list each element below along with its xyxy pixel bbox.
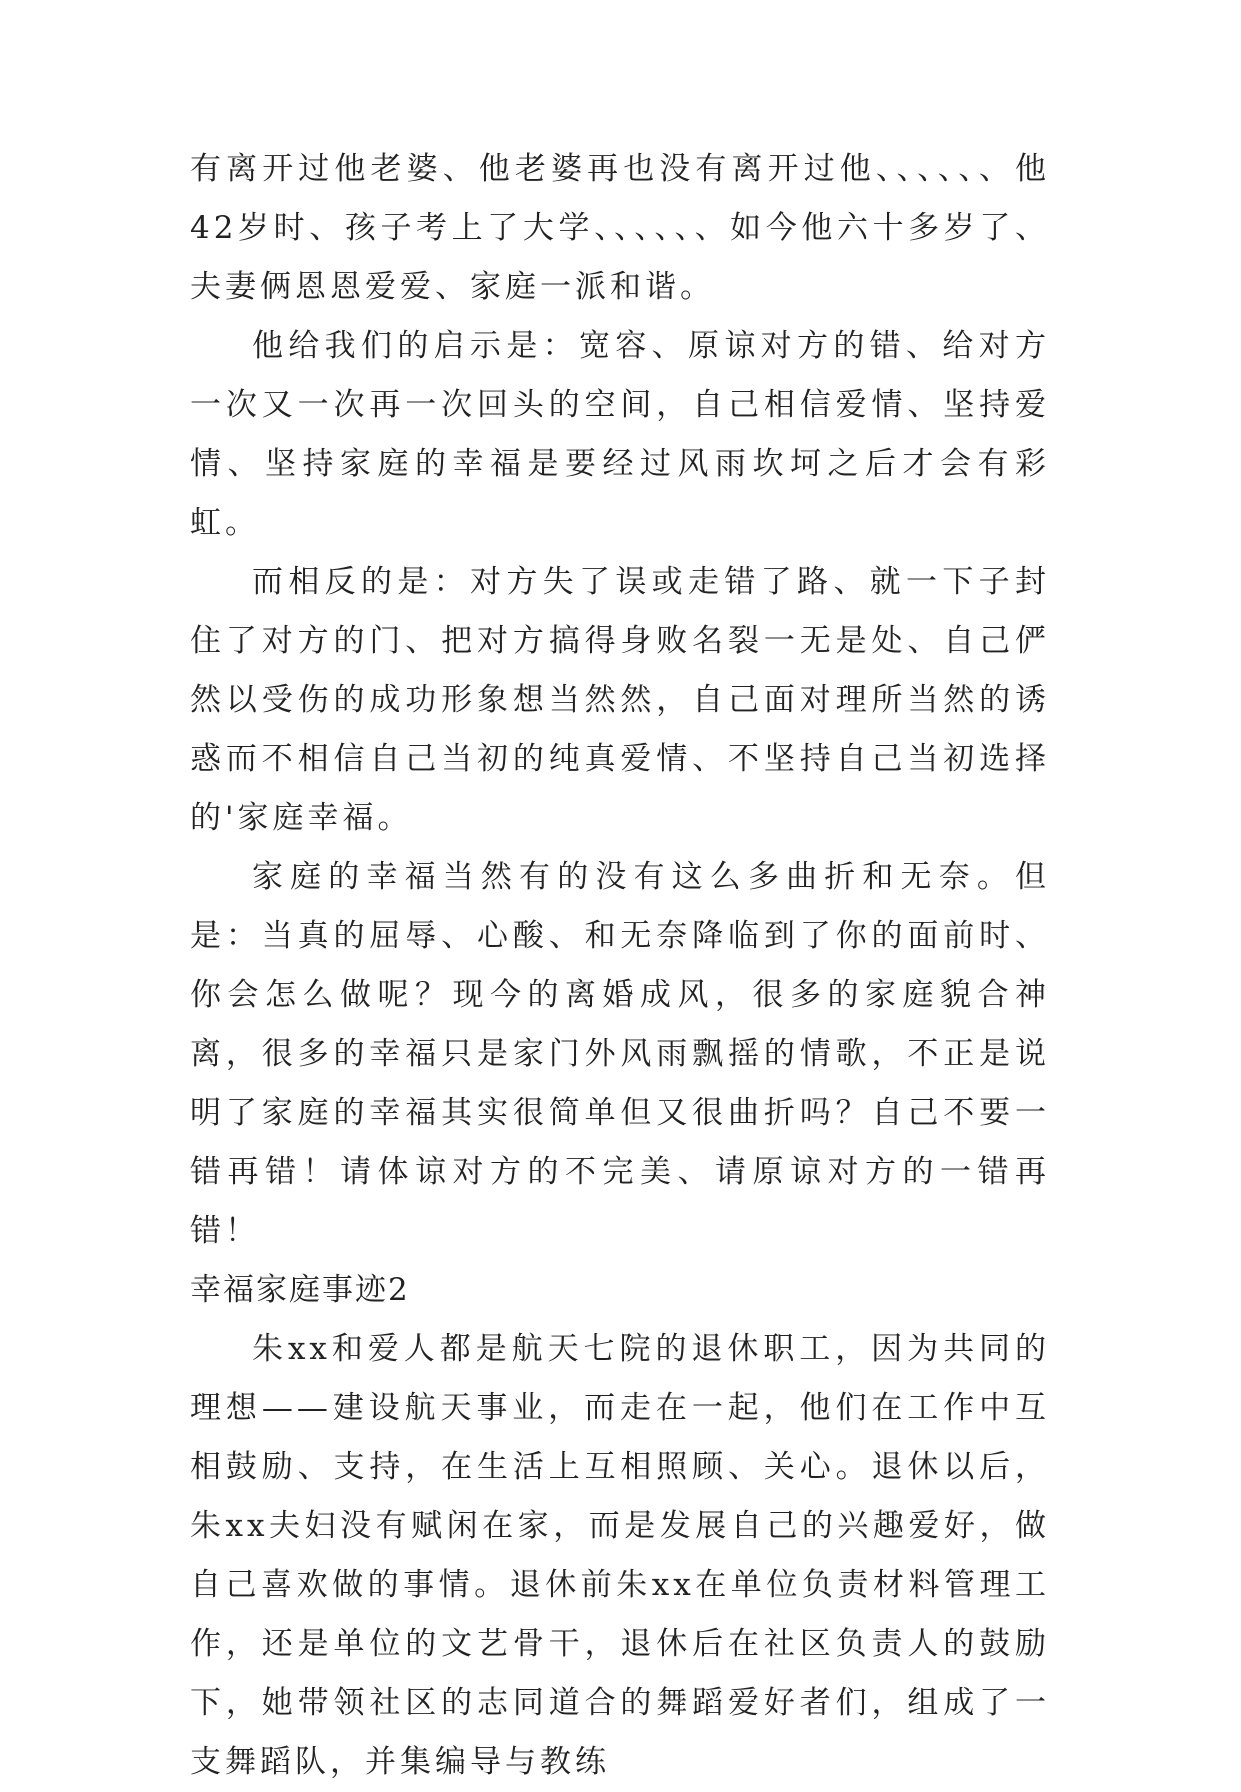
paragraph-zhu-story: 朱xx和爱人都是航天七院的退休职工，因为共同的理想——建设航天事业，而走在一起，他们在工作中互相鼓励、支持，在生活上互相照顾、关心。退休以后，朱xx夫妇没有赋闲在家，而是发展自己的兴趣爱好，做自己喜欢做的事情。退休前朱xx在单位负责材料管理工作，还是单位的文艺骨干，退休后在社区负责人的鼓励下，她带领社区的志同道合的舞蹈爱好者们，组成了一支舞蹈队，并集编导与教练	[190, 1331, 1050, 1780]
paragraph-continued: 有离开过他老婆、他老婆再也没有离开过他、、、、、、他42岁时、孩子考上了大学、、、、、、如今他六十多岁了、夫妻俩恩恩爱爱、家庭一派和谐。	[190, 151, 1050, 305]
paragraph-reflection: 家庭的幸福当然有的没有这么多曲折和无奈。但是：当真的屈辱、心酸、和无奈降临到了你的面前时、你会怎么做呢？现今的离婚成风，很多的家庭貌合神离，很多的幸福只是家门外风雨飘摇的情歌，不正是说明了家庭的幸福其实很简单但又很曲折吗？自己不要一错再错！请体谅对方的不完美、请原谅对方的一错再错！	[190, 859, 1050, 1249]
section-title: 幸福家庭事迹2	[190, 1272, 410, 1308]
paragraph-contrast: 而相反的是：对方失了误或走错了路、就一下子封住了对方的门、把对方搞得身败名裂一无是处、自己俨然以受伤的成功形象想当然然，自己面对理所当然的诱惑而不相信自己当初的纯真爱情、不坚持自己当初选择的'家庭幸福。	[190, 564, 1050, 836]
document-body	[190, 140, 1050, 1792]
paragraph-revelation: 他给我们的启示是：宽容、原谅对方的错、给对方一次又一次再一次回头的空间，自己相信爱情、坚持爱情、坚持家庭的幸福是要经过风雨坎坷之后才会有彩虹。	[190, 328, 1050, 541]
